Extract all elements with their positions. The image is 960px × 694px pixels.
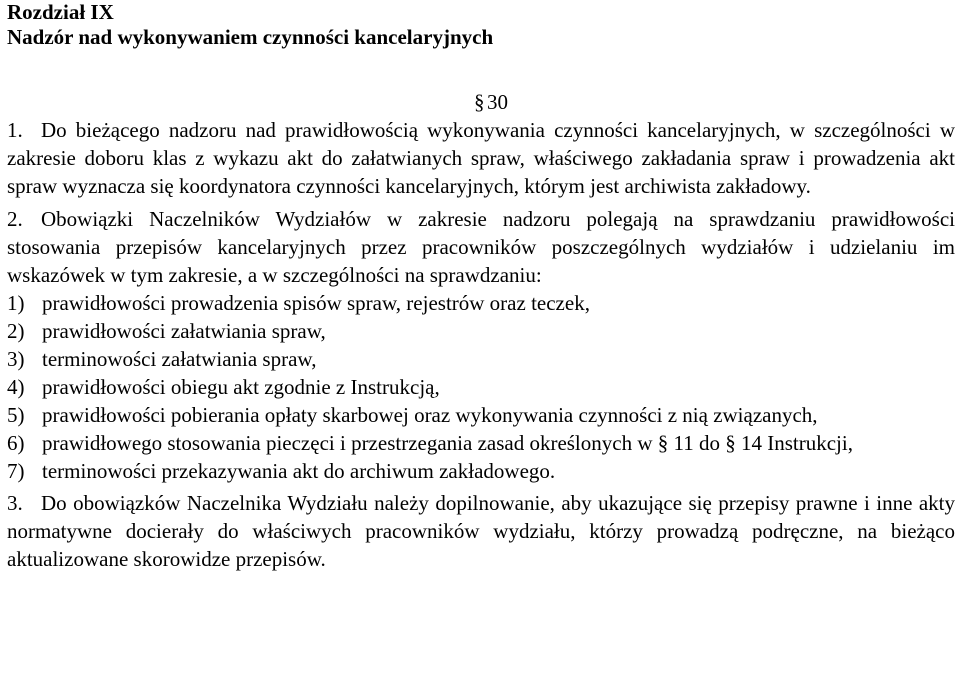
subitem-number: 7) <box>7 459 25 483</box>
subitem-3 <box>7 345 955 373</box>
item-text: Do bieżącego nadzoru nad prawidłowością wykonywania czynności kancelaryjnych, w szczególności w zakresie doboru klas z wykazu akt do załatwianych spraw, właściwego zakładania spraw i prowadzenia akt spraw wyznacza się koordynatora czynności kancelaryjnych, którym jest archiwista zakładowy. <box>7 118 955 198</box>
chapter-number: Rozdział IX <box>7 0 114 24</box>
subitem-4 <box>7 373 955 401</box>
item-number: 2. <box>7 207 23 231</box>
document-page <box>7 0 955 573</box>
subitem-number: 6) <box>7 431 25 455</box>
subitem-2 <box>7 317 955 345</box>
item-3 <box>7 489 955 573</box>
paragraph-heading <box>7 88 955 116</box>
subitem-text: prawidłowości załatwiania spraw, <box>42 319 326 343</box>
subitem-number: 1) <box>7 291 25 315</box>
subitem-1 <box>7 289 955 317</box>
subitem-number: 2) <box>7 319 25 343</box>
subitem-6 <box>7 429 955 457</box>
item-1 <box>7 116 955 200</box>
item-number: 1. <box>7 118 23 142</box>
subitem-number: 3) <box>7 347 25 371</box>
subitem-text: prawidłowości obiegu akt zgodnie z Instrukcją, <box>42 375 440 399</box>
item-text: Obowiązki Naczelników Wydziałów w zakresie nadzoru polegają na sprawdzaniu prawidłowości stosowania przepisów kancelaryjnych przez pracowników poszczególnych wydziałów i udzielaniu im wskazówek w tym zakresie, a w szczególności na sprawdzaniu: <box>7 207 955 287</box>
paragraph-number: 30 <box>487 90 508 114</box>
subitem-7 <box>7 457 955 485</box>
subitem-text: prawidłowości prowadzenia spisów spraw, rejestrów oraz teczek, <box>42 291 590 315</box>
subitem-text: terminowości przekazywania akt do archiwum zakładowego. <box>42 459 556 483</box>
chapter-title: Nadzór nad wykonywaniem czynności kancelaryjnych <box>7 25 494 49</box>
section-sign: § <box>474 90 485 114</box>
item-number: 3. <box>7 491 23 515</box>
item-2 <box>7 205 955 289</box>
item-text: Do obowiązków Naczelnika Wydziału należy dopilnowanie, aby ukazujące się przepisy prawne i inne akty normatywne docierały do właściwych pracowników wydziału, którzy prowadzą podręczne, na bieżąco aktualizowane skorowidze przepisów. <box>7 491 955 571</box>
subitem-number: 4) <box>7 375 25 399</box>
subitem-text: terminowości załatwiania spraw, <box>42 347 317 371</box>
subitem-text: prawidłowości pobierania opłaty skarbowej oraz wykonywania czynności z nią związanych, <box>42 403 818 427</box>
subitem-number: 5) <box>7 403 25 427</box>
subitem-5 <box>7 401 955 429</box>
subitem-text: prawidłowego stosowania pieczęci i przestrzegania zasad określonych w § 11 do § 14 Instrukcji, <box>42 431 853 455</box>
